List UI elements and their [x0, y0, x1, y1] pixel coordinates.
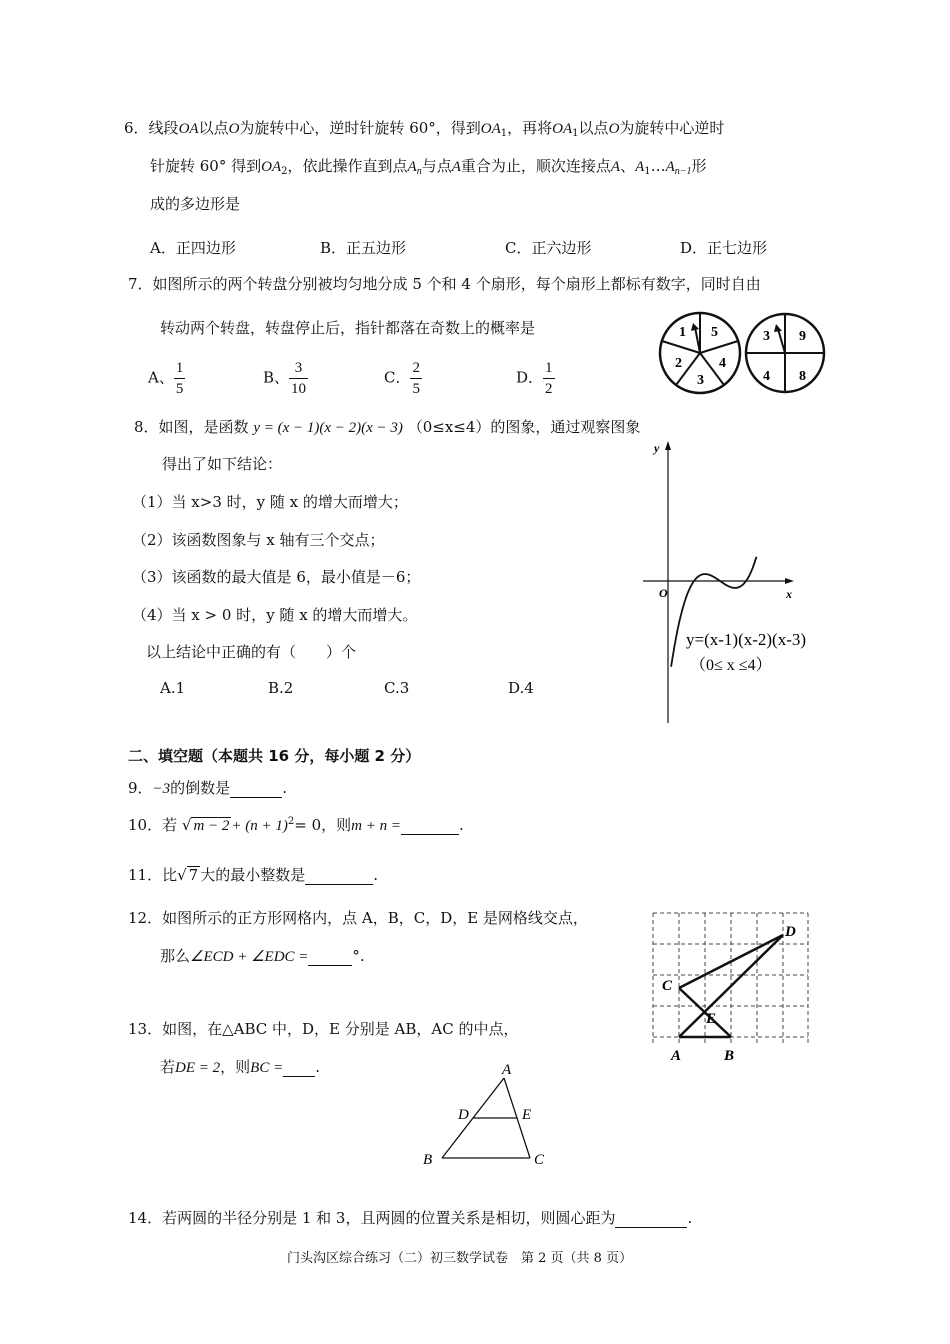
- q10-answer-blank[interactable]: [401, 820, 459, 835]
- q6-option-b: B．正五边形: [320, 239, 407, 257]
- triangle-abc: [442, 1078, 530, 1158]
- q7-spinners-figure: [655, 305, 830, 400]
- tri-label-c: C: [534, 1152, 545, 1168]
- q13-line1: 13．如图，在△ABC 中，D，E 分别是 AB，AC 的中点，: [128, 1020, 519, 1038]
- q8-conclusion-4: （4）当 x > 0 时，y 随 x 的增大而增大。: [132, 606, 418, 624]
- spinner2-num-8: 8: [799, 369, 806, 384]
- q8-option-d: D.4: [508, 679, 534, 697]
- q11: 11．比√ 7 大的最小整数是 .: [128, 866, 378, 884]
- q13-triangle-figure: [418, 1058, 558, 1170]
- q8-question: 以上结论中正确的有（ ）个: [146, 643, 357, 661]
- spinner2-num-3: 3: [763, 329, 770, 344]
- spinner-four-sectors: [746, 314, 824, 392]
- q12-answer-blank[interactable]: [308, 951, 352, 966]
- point-e-label: E: [706, 1011, 717, 1027]
- point-b-label: B: [724, 1048, 735, 1064]
- q7-option-a: A、 $\frac{1}{5}$: [148, 360, 184, 397]
- section-2-title: 二、填空题（本题共 16 分，每小题 2 分）: [128, 747, 421, 765]
- q14-answer-blank[interactable]: [615, 1213, 687, 1228]
- q7-option-c: C． $\frac{2}{5}$: [384, 360, 420, 397]
- q12-line1: 12．如图所示的正方形网格内，点 A，B，C，D，E 是网格线交点，: [128, 909, 588, 927]
- q9: 9．−3的倒数是 .: [128, 779, 287, 797]
- q8-line1: 8．如图，是函数 y = (x − 1)(x − 2)(x − 3) （0≤x≤4）的图象，通过观察图象: [134, 418, 641, 436]
- q9-answer-blank[interactable]: [230, 783, 282, 798]
- q8-option-a: A.1: [160, 679, 186, 697]
- origin-label: O: [659, 586, 668, 600]
- tri-label-d: D: [458, 1107, 469, 1123]
- q8-function-graph: [638, 438, 838, 728]
- q6-line3: 成的多边形是: [150, 195, 241, 213]
- cubic-curve: [671, 557, 756, 667]
- graph-caption-formula: y=(x-1)(x-2)(x-3): [686, 630, 807, 649]
- spinner1-num-2: 2: [675, 356, 682, 371]
- spinner1-num-4: 4: [719, 356, 726, 371]
- q7-option-d: D． $\frac{1}{2}$: [516, 360, 553, 397]
- spinner1-num-3: 3: [697, 373, 704, 388]
- point-c-label: C: [662, 978, 673, 994]
- q12-grid-figure: [645, 905, 815, 1067]
- q6-line1: 6．线段OA以点O为旋转中心，逆时针旋转 60°，得到$OA_1$，再将$OA_1$以点O为旋转中心逆时: [124, 119, 725, 139]
- spinner-five-sectors: [660, 313, 740, 393]
- page-footer: 门头沟区综合练习（二）初三数学试卷 第 2 页（共 8 页）: [287, 1251, 633, 1266]
- q7-option-b: B、 $\frac{3}{10}$: [263, 360, 307, 397]
- q8-line2: 得出了如下结论：: [162, 455, 283, 473]
- tri-label-b: B: [423, 1152, 433, 1168]
- q6-option-d: D．正七边形: [680, 239, 768, 257]
- spinner2-num-9: 9: [799, 329, 806, 344]
- q14: 14．若两圆的半径分别是 1 和 3，且两圆的位置关系是相切，则圆心距为 .: [128, 1209, 693, 1227]
- q7-line2: 转动两个转盘，转盘停止后，指针都落在奇数上的概率是: [160, 319, 536, 337]
- q7-line1: 7．如图所示的两个转盘分别被均匀地分成 5 个和 4 个扇形，每个扇形上都标有数字，同时自由: [128, 275, 761, 293]
- spinner1-num-5: 5: [711, 325, 718, 340]
- q8-option-b: B.2: [268, 679, 294, 697]
- point-d-label: D: [785, 924, 796, 940]
- x-axis-label: x: [786, 587, 792, 601]
- q6-option-a: A．正四边形: [150, 239, 236, 257]
- q10: 10．若 √ $m - 2 + (n + 1)^2= 0$，则m + n = .: [128, 816, 464, 834]
- y-axis-label: y: [654, 441, 660, 455]
- q12-line2: 那么∠ECD + ∠EDC = °.: [160, 947, 365, 965]
- q13-line2: 若DE = 2，则BC = .: [160, 1058, 320, 1076]
- q13-answer-blank[interactable]: [283, 1062, 315, 1077]
- tri-label-e: E: [522, 1107, 532, 1123]
- q8-conclusion-3: （3）该函数的最大值是 6，最小值是－6；: [132, 568, 421, 586]
- q6-option-c: C．正六边形: [505, 239, 592, 257]
- q8-conclusion-2: （2）该函数图象与 x 轴有三个交点；: [132, 531, 385, 549]
- graph-caption-domain: （0≤ x ≤4）: [690, 657, 772, 674]
- spinner2-num-4: 4: [763, 369, 770, 384]
- q11-answer-blank[interactable]: [305, 870, 373, 885]
- tri-label-a: A: [502, 1062, 512, 1078]
- spinner1-num-1: 1: [679, 325, 686, 340]
- point-a-label: A: [671, 1048, 682, 1064]
- q8-option-c: C.3: [384, 679, 410, 697]
- q8-conclusion-1: （1）当 x>3 时，y 随 x 的增大而增大；: [132, 493, 408, 511]
- q6-line2: 针旋转 60° 得到$OA_2$，依此操作直到点$A_n$与点A重合为止，顺次连接点A、$A_1\dots A_{n-1}$形: [150, 157, 707, 177]
